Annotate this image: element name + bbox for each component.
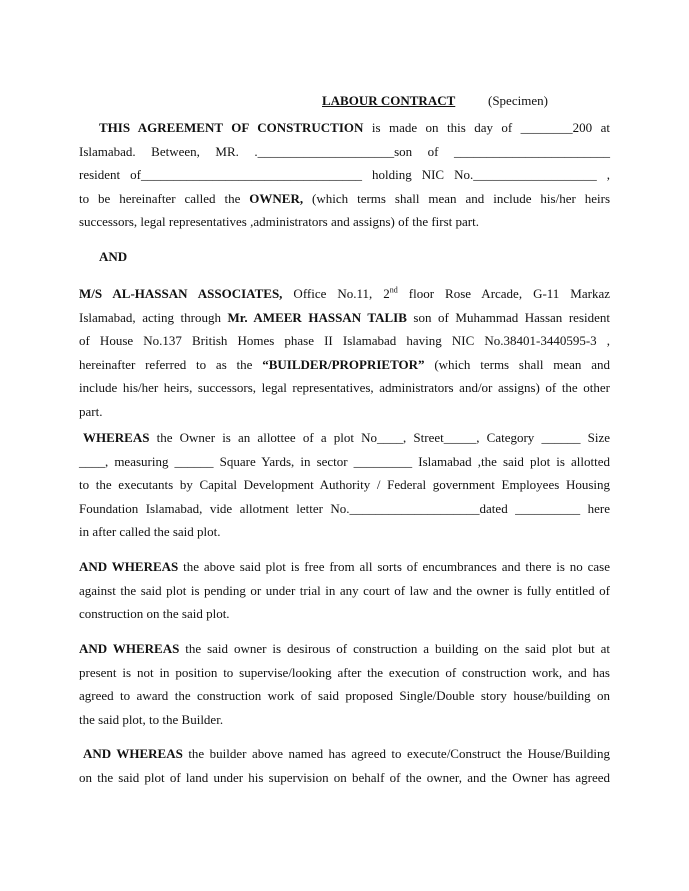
text-span: Islamabad, acting through <box>79 309 228 325</box>
paragraph-agreement <box>79 116 610 234</box>
paragraph-whereas-plot <box>79 426 610 544</box>
text-line: successors, legal representatives ,administrators and assigns) of the first part. <box>79 214 479 230</box>
paragraph-whereas-free <box>79 555 610 626</box>
text-line: the said plot, to the Builder. <box>79 711 224 727</box>
text-line <box>79 306 610 330</box>
text-line <box>79 353 610 377</box>
text-line: against the said plot is pending or under trial in any court of law and the owner is fully entitled of <box>79 582 610 598</box>
text-line <box>79 116 610 140</box>
owner-term: OWNER, <box>249 190 304 206</box>
agreement-heading: THIS AGREEMENT OF CONSTRUCTION <box>99 120 364 135</box>
paragraph-builder <box>79 282 610 424</box>
paragraph-whereas-desirous <box>79 637 610 731</box>
text-line <box>79 637 610 661</box>
text-line <box>79 282 610 306</box>
paragraph-whereas-builder <box>79 742 610 789</box>
text-span: floor Rose Arcade, G-11 Markaz <box>397 286 610 301</box>
whereas-heading: WHEREAS <box>83 430 150 445</box>
superscript: nd <box>389 285 398 295</box>
text-line: present is not in position to supervise/looking after the execution of construction work, and has <box>79 664 610 680</box>
text-span: the Owner is an allottee of a plot No____, Street_____, Category ______ Size <box>149 430 610 445</box>
and-heading-block <box>79 245 610 269</box>
text-line: of House No.137 British Homes phase II Islamabad having NIC No.38401-3440595-3 , <box>79 333 610 349</box>
text-span: is made on this day of ________200 at <box>363 120 610 135</box>
text-span: the above said plot is free from all sorts of encumbrances and there is no case <box>178 559 610 574</box>
builder-term: “BUILDER/PROPRIETOR” <box>262 356 425 372</box>
whereas-heading: AND WHEREAS <box>79 559 179 574</box>
text-line <box>79 187 610 211</box>
text-line: in after called the said plot. <box>79 524 221 540</box>
whereas-heading: AND WHEREAS <box>83 746 183 761</box>
text-span: Office No.11, 2 <box>282 286 390 301</box>
representative-name: Mr. AMEER HASSAN TALIB <box>227 309 407 325</box>
text-line <box>79 555 610 579</box>
text-line: part. <box>79 403 103 419</box>
text-line: include his/her heirs, successors, legal representatives, administrators and/or assigns) of the other <box>79 380 610 396</box>
text-line: to the executants by Capital Development Authority / Federal government Employees Housing <box>79 477 610 493</box>
whereas-heading: AND WHEREAS <box>79 641 180 656</box>
text-line: resident of__________________________________ holding NIC No.___________________ , <box>79 167 610 183</box>
text-span: the said owner is desirous of construction a building on the said plot but at <box>179 641 610 656</box>
text-line: Islamabad. Between, MR. ._____________________son of ________________________ <box>79 143 610 159</box>
text-line: on the said plot of land under his supervision on behalf of the owner, and the Owner has agreed <box>79 769 610 785</box>
text-span: the builder above named has agreed to execute/Construct the House/Building <box>182 746 610 761</box>
text-span: son of Muhammad Hassan resident <box>406 309 610 325</box>
specimen-label: (Specimen) <box>488 93 548 108</box>
text-line: Foundation Islamabad, vide allotment letter No.____________________dated __________ here <box>79 500 610 516</box>
builder-name: M/S AL-HASSAN ASSOCIATES, <box>79 286 283 301</box>
text-line <box>79 426 610 450</box>
text-span: to be hereinafter called the <box>79 190 250 206</box>
text-span: (which terms shall mean and include his/her heirs <box>303 190 610 206</box>
text-line: construction on the said plot. <box>79 606 230 622</box>
text-line: ____, measuring ______ Square Yards, in sector _________ Islamabad ,the said plot is allotted <box>79 453 610 469</box>
text-span: hereinafter referred to as the <box>79 356 263 372</box>
and-heading: AND <box>99 249 128 264</box>
text-span: (which terms shall mean and <box>424 356 610 372</box>
document-title: LABOUR CONTRACT <box>322 93 456 108</box>
text-line: agreed to award the construction work of said proposed Single/Double story house/building on <box>79 688 610 704</box>
text-line <box>79 742 610 766</box>
